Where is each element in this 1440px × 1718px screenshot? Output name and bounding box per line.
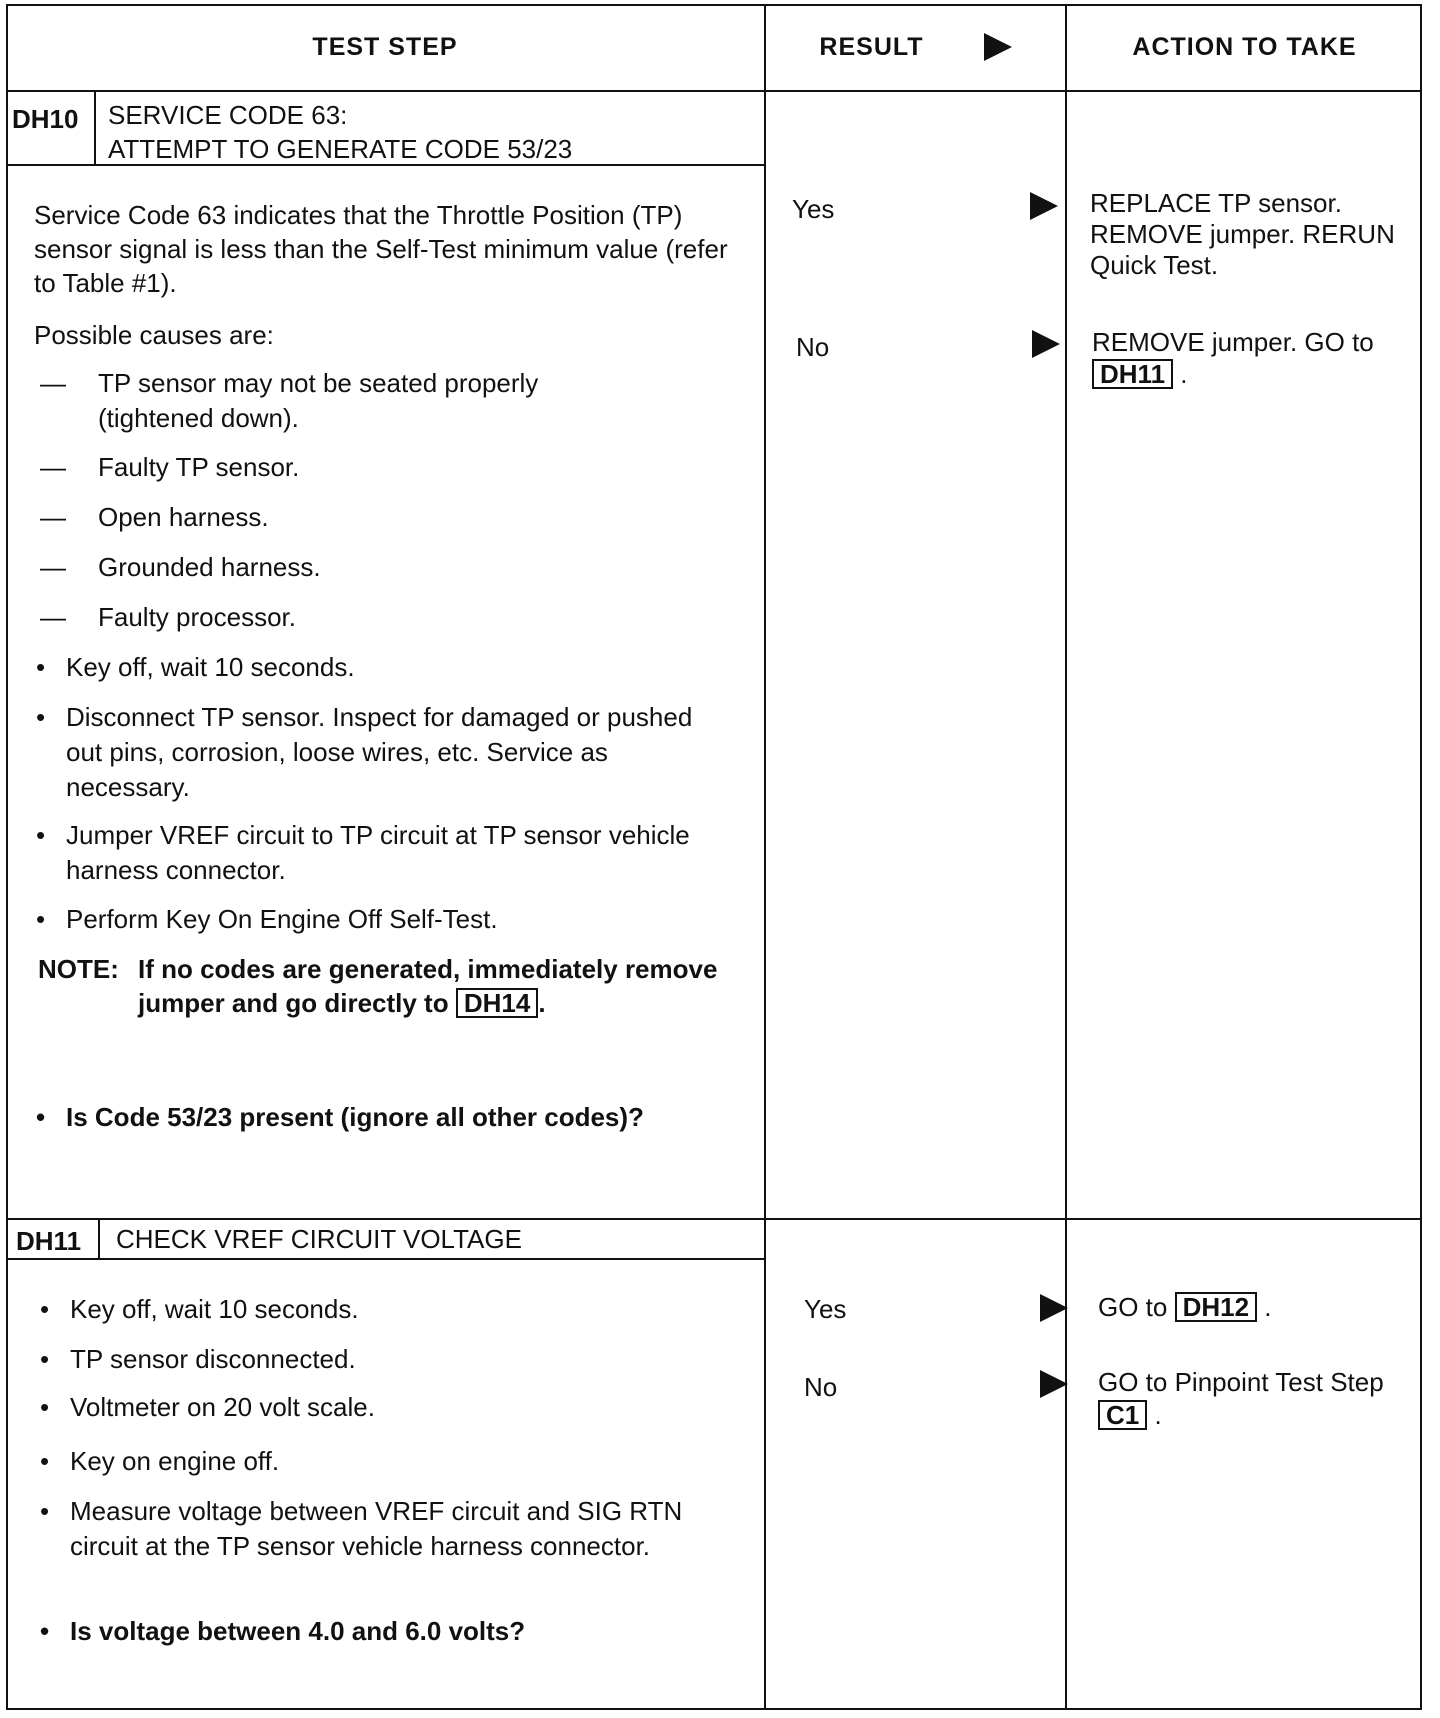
dh10-note: NOTE: If no codes are generated, immediately remove jumper and go directly to DH14 . xyxy=(38,954,718,1018)
cause-item: — Open harness. xyxy=(40,502,269,532)
dh10-title-line1: SERVICE CODE 63: xyxy=(108,100,348,130)
arrow-right-icon xyxy=(1032,330,1060,358)
dh11-action-yes: GO to DH12 . xyxy=(1098,1292,1272,1322)
note-ref-dh14[interactable]: DH14 xyxy=(456,988,538,1018)
step-id-dh10: DH10 xyxy=(12,104,79,134)
section-divider xyxy=(6,1218,1422,1220)
dh11-action-no: GO to Pinpoint Test Step C1 . xyxy=(1098,1367,1384,1430)
dh10-step-item: • Jumper VREF circuit to TP circuit at TP sensor vehicle harness connector. xyxy=(36,820,690,885)
dh10-question: • Is Code 53/23 present (ignore all other codes)? xyxy=(36,1102,644,1132)
cause-item: — Faulty processor. xyxy=(40,602,296,632)
dh10-result-no: No xyxy=(796,332,830,362)
dh10-result-yes: Yes xyxy=(792,194,835,224)
dh11-result-yes: Yes xyxy=(804,1294,847,1324)
action-ref-dh11[interactable]: DH11 xyxy=(1092,359,1173,389)
dh10-id-divider xyxy=(94,90,96,164)
arrow-right-icon xyxy=(984,33,1012,61)
dh10-step-item: • Disconnect TP sensor. Inspect for damaged or pushed out pins, corrosion, loose wires, etc. Service as necessary. xyxy=(36,702,693,802)
dh10-step-item: • Key off, wait 10 seconds. xyxy=(36,652,355,682)
dh11-step-item: • Key off, wait 10 seconds. xyxy=(40,1294,359,1324)
dh10-step-item: • Perform Key On Engine Off Self-Test. xyxy=(36,904,498,934)
dh10-action-no: REMOVE jumper. GO to DH11 . xyxy=(1092,327,1374,389)
dh11-question: • Is voltage between 4.0 and 6.0 volts? xyxy=(40,1616,526,1646)
dh11-title: CHECK VREF CIRCUIT VOLTAGE xyxy=(116,1224,522,1254)
column-divider xyxy=(764,4,766,1710)
dh10-action-yes: REPLACE TP sensor. REMOVE jumper. RERUN Quick Test. xyxy=(1090,188,1395,280)
cause-item: — Grounded harness. xyxy=(40,552,321,582)
dh10-causes-heading: Possible causes are: xyxy=(34,320,274,350)
cause-item: — Faulty TP sensor. xyxy=(40,452,300,482)
note-label: NOTE: xyxy=(38,954,119,984)
dh11-step-item: • Voltmeter on 20 volt scale. xyxy=(40,1392,375,1422)
dh11-id-divider xyxy=(98,1218,100,1258)
note-text: If no codes are generated, immediately remove jumper and go directly to xyxy=(138,954,718,1018)
step-id-dh11: DH11 xyxy=(16,1226,82,1256)
action-header: ACTION TO TAKE xyxy=(1132,32,1357,61)
arrow-right-icon xyxy=(1040,1294,1068,1322)
dh11-title-underline xyxy=(6,1258,764,1260)
test-step-header: TEST STEP xyxy=(312,32,458,61)
dh11-step-item: • Key on engine off. xyxy=(40,1446,280,1476)
dh10-intro: Service Code 63 indicates that the Throttle Position (TP) sensor signal is less than the Self-Test minimum value (refer to Table #1). xyxy=(34,200,728,298)
result-header-label: RESULT xyxy=(819,32,924,61)
result-header xyxy=(766,4,1065,90)
action-ref-dh12[interactable]: DH12 xyxy=(1175,1292,1257,1322)
action-ref-c1[interactable]: C1 xyxy=(1098,1400,1147,1430)
dh11-result-no: No xyxy=(804,1372,838,1402)
header-divider xyxy=(6,90,1422,92)
arrow-right-icon xyxy=(1040,1370,1068,1398)
dh10-title-line2: ATTEMPT TO GENERATE CODE 53/23 xyxy=(108,134,573,164)
dh10-title xyxy=(108,98,572,166)
cause-item: — TP sensor may not be seated properly (tightened down). xyxy=(40,368,539,433)
arrow-right-icon xyxy=(1030,192,1058,220)
dh11-step-item: • TP sensor disconnected. xyxy=(40,1344,356,1374)
column-divider xyxy=(1065,4,1067,1710)
dh11-step-item: • Measure voltage between VREF circuit and SIG RTN circuit at the TP sensor vehicle harness connector. xyxy=(40,1496,683,1561)
